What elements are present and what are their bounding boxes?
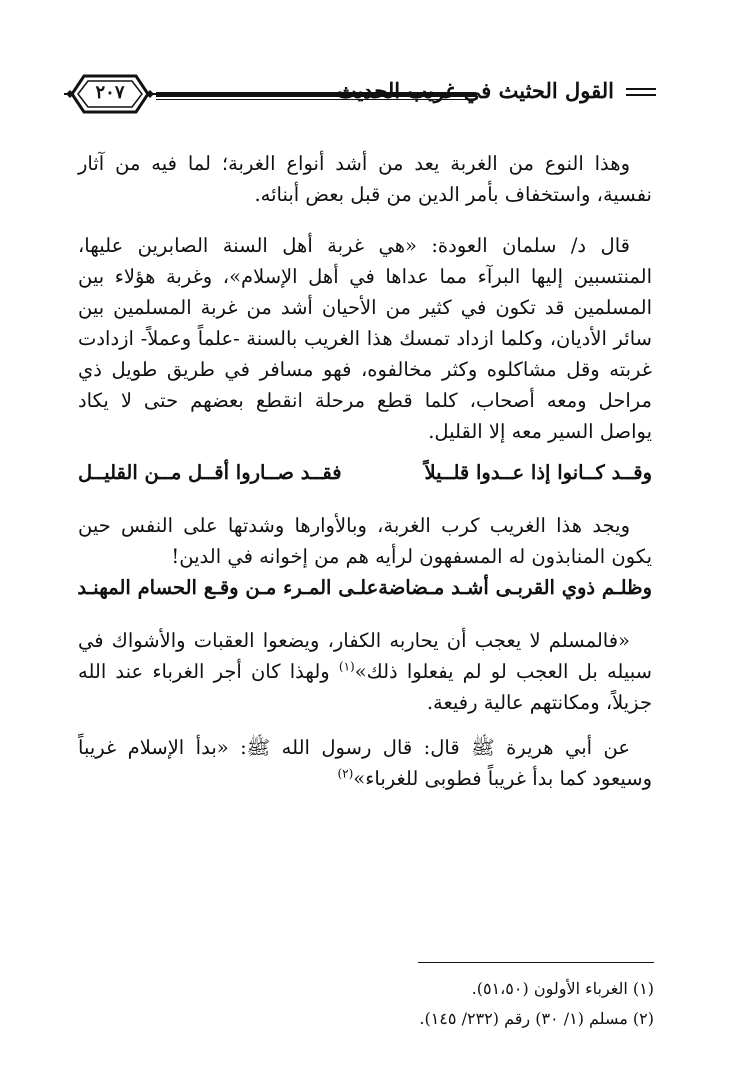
- paragraph-2: قال د/ سلمان العودة: «هي غربة أهل السنة الصابرين عليها، المنتسبين إليها البرآء مما عداها في أهل الإسلام»، وغربة هؤلاء بين المسلمين قد تكون في كثير من الأحيان أشد من غربة المسلمين بين سائر الأديان، وكلما ازداد تمسك هذا الغريب بالسنة -علماً وعملاً- ازدادت غربته وقل مشاكلوه وكثر مخالفوه، فهو مسافر في طريق طويل ذي مراحل ومعه أصحاب، كلما قطع مرحلة انقطع بعضهم حتى لا يكاد يواصل السير معه إلا القليل.: [78, 234, 652, 443]
- book-title: القول الحثيث في غريب الحديث: [336, 78, 614, 103]
- footnote-2: (٢) مسلم (١/ ٣٠) رقم (٢٣٢/ ١٤٥).: [419, 1009, 654, 1028]
- paragraph-4: [78, 625, 652, 718]
- footnote-1: (١) الغرباء الأولون (٥١،٥٠).: [471, 979, 654, 998]
- page-number: ٢٠٧: [95, 82, 125, 103]
- header-dash: [626, 88, 656, 98]
- verse-1-first-hemistich: وقــد كــانوا إذا عــدوا قلــيلاً: [424, 461, 652, 484]
- verse-1-second-hemistich: فقــد صــاروا أقــل مــن القليــل: [78, 461, 342, 484]
- paragraph-5: [78, 732, 652, 794]
- footnotes: [254, 974, 654, 1034]
- paragraph-4-rest: ولهذا كان أجر الغرباء عند الله جزيلاً، ومكانتهم عالية رفيعة.: [78, 660, 652, 714]
- main-text: [78, 148, 652, 794]
- verse-2-second-hemistich: علـى المـرء مـن وقـع الحسام المهنـد: [77, 576, 379, 599]
- paragraph-3: ويجد هذا الغريب كرب الغربة، وبالأوارها وشدتها على النفس حين يكون المنابذون له المسفهون لرأيه هم من إخوانه في الدين!: [78, 514, 652, 568]
- paragraph-4-quote: «فالمسلم لا يعجب أن يحاربه الكفار، ويضعوا العقبات والأشواك في سبيله بل العجب لو لم يفعلوا ذلك»: [78, 629, 652, 683]
- running-header: [64, 72, 656, 120]
- paragraph-1: وهذا النوع من الغربة يعد من أشد أنواع الغربة؛ لما فيه من آثار نفسية، واستخفاف بأمر الدين من قبل بعض أبنائه.: [78, 152, 652, 206]
- page-number-ornament: [64, 72, 156, 116]
- poetry-verse-1: [78, 457, 652, 488]
- verse-2-first-hemistich: وظلـم ذوي القربـى أشـد مـضاضة: [378, 576, 652, 599]
- footnote-ref-2[interactable]: (٢): [337, 766, 354, 781]
- footnote-ref-1[interactable]: (١): [338, 659, 355, 674]
- poetry-verse-2: [78, 572, 652, 603]
- paragraph-5-hadith: عن أبي هريرة ﷺ قال: قال رسول الله ﷺ: «بدأ الإسلام غريباً وسيعود كما بدأ غريباً فطوبى للغرباء»: [78, 736, 652, 790]
- footnote-separator: [418, 962, 654, 963]
